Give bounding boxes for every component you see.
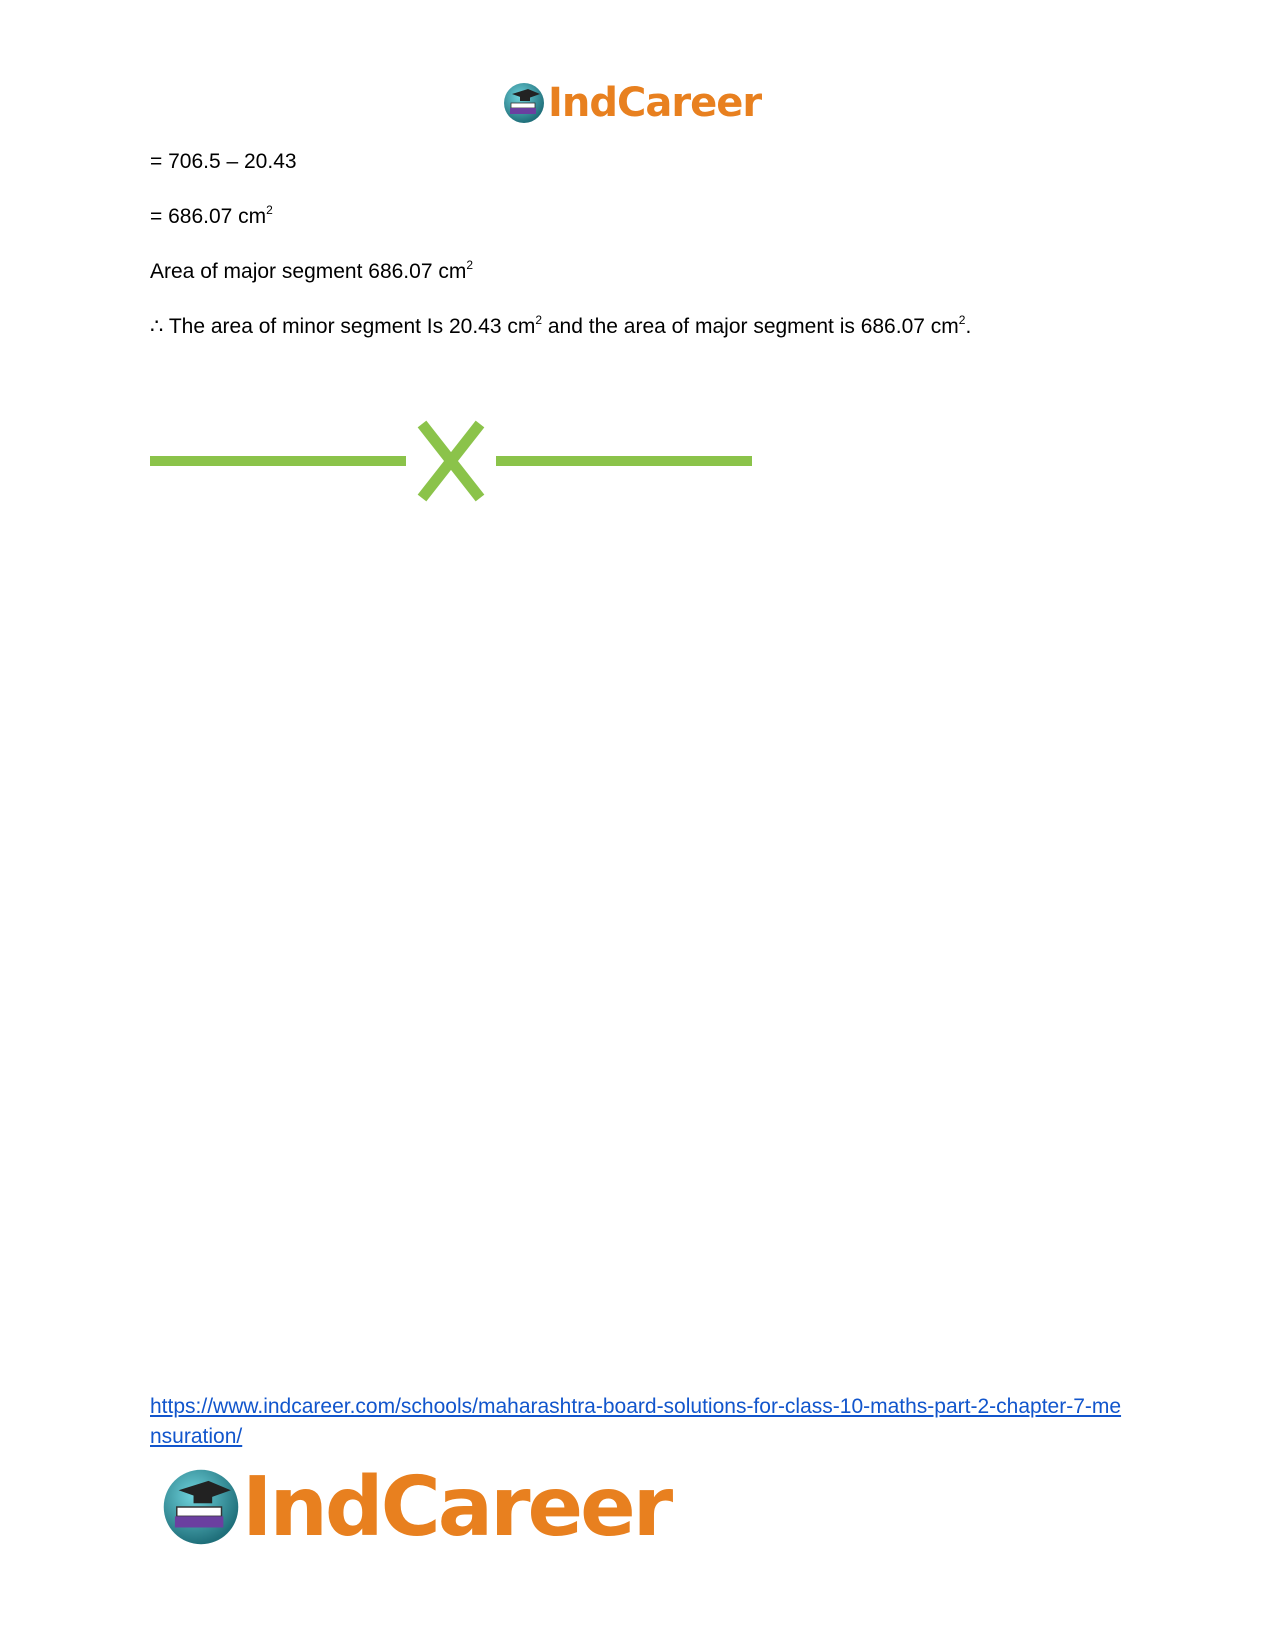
globe-book-icon xyxy=(502,81,546,125)
section-divider xyxy=(150,420,760,502)
footer-source-link[interactable]: https://www.indcareer.com/schools/maharashtra-board-solutions-for-class-10-maths-part-2-chapter-7-mensuration/ xyxy=(150,1395,1122,1448)
logo-wordmark: IndCareer xyxy=(242,1459,671,1555)
logo-wordmark: IndCareer xyxy=(548,80,762,126)
statement-text: Area of major segment 686.07 cm xyxy=(150,260,467,283)
exponent: 2 xyxy=(466,258,474,272)
conclusion-end: . xyxy=(965,315,972,338)
exponent-2: 2 xyxy=(958,313,966,327)
exponent-1: 2 xyxy=(535,313,543,327)
header-logo xyxy=(502,78,761,128)
conclusion-line xyxy=(150,314,971,340)
conclusion-text-2: and the area of major segment is 686.07 cm xyxy=(542,315,959,338)
conclusion-text-1: The area of minor segment Is 20.43 cm xyxy=(163,315,536,338)
divider-left-bar xyxy=(150,456,406,466)
therefore-symbol: ∴ xyxy=(150,315,164,338)
exponent: 2 xyxy=(266,203,273,217)
globe-book-icon xyxy=(160,1466,242,1548)
footer-logo xyxy=(160,1459,671,1555)
divider-right-bar xyxy=(496,456,752,466)
major-segment-line xyxy=(150,259,473,285)
divider-cross-icon xyxy=(422,424,480,498)
equation-text: = 686.07 cm xyxy=(150,205,267,228)
equation-line-1: = 706.5 – 20.43 xyxy=(150,150,297,173)
equation-line-2 xyxy=(150,204,273,230)
